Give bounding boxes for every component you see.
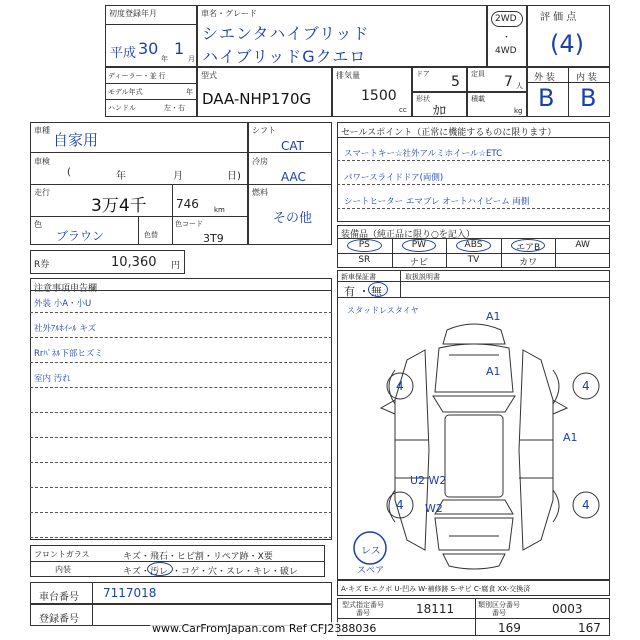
interior-cond-label: 内装 bbox=[55, 565, 71, 574]
car-name-line2: ハイブリッドGクエロ bbox=[202, 47, 367, 66]
approval-value2: 0003 bbox=[552, 602, 583, 616]
ac-label: 冷房 bbox=[252, 157, 268, 166]
capacity-value: 7 bbox=[504, 74, 513, 90]
interior-prefix: キズ・ bbox=[123, 567, 150, 577]
type-label: 型式 bbox=[201, 71, 217, 80]
shape-value: ｶﾛ bbox=[433, 104, 446, 119]
warranty-selected: 無 bbox=[371, 285, 382, 298]
front-bumper bbox=[443, 324, 505, 344]
mark-a1-right: A1 bbox=[563, 431, 578, 444]
roof bbox=[445, 415, 503, 497]
rear-gate bbox=[435, 518, 513, 550]
warranty-options: 有 ・ bbox=[344, 285, 370, 298]
capacity-unit: 人 bbox=[516, 82, 523, 90]
capacity-box bbox=[467, 67, 527, 92]
year-unit: 年 bbox=[161, 55, 168, 63]
load-box bbox=[467, 92, 527, 117]
grade-label: 評 価 点 bbox=[540, 12, 577, 23]
fuel-value: その他 bbox=[273, 211, 313, 226]
displacement-label: 排気量 bbox=[336, 71, 360, 80]
rear-glass bbox=[435, 500, 513, 514]
note-line: 室内 汚れ bbox=[34, 374, 71, 384]
mileage-unit: km bbox=[214, 206, 225, 214]
door-label: ドア bbox=[416, 70, 430, 78]
approval-label2: 類別区分番号 bbox=[478, 601, 520, 609]
dealer-label: ディーラー・並 行 bbox=[108, 72, 166, 80]
chassis-label: 車台番号 bbox=[39, 592, 79, 603]
rear-bumper bbox=[443, 554, 505, 569]
windshield bbox=[433, 396, 515, 412]
type-box bbox=[197, 67, 332, 117]
shape-box bbox=[412, 92, 467, 117]
watermark: www.CarFromJapan.com Ref CFJ2388036 bbox=[152, 622, 377, 635]
equipment-item: SR bbox=[358, 255, 371, 265]
sales-point-2: パワースライドドア(両側) bbox=[344, 173, 444, 183]
equipment-item: ナビ bbox=[409, 258, 428, 268]
approval-label1: 型式指定番号 bbox=[342, 601, 384, 609]
equipment-item: PS bbox=[358, 240, 370, 250]
right-side bbox=[519, 350, 553, 550]
recycle-label: R券 bbox=[34, 260, 50, 270]
warranty-box bbox=[337, 270, 610, 298]
interior-label: 内 装 bbox=[576, 73, 597, 83]
note-line: 社外ｱﾙﾎｲｰﾙ キズ bbox=[34, 324, 97, 334]
recycle-box bbox=[30, 250, 185, 274]
displacement-value: 1500 bbox=[361, 88, 397, 104]
usage-label: 車種 bbox=[34, 126, 50, 135]
approval-label2b: 番号 bbox=[492, 609, 506, 617]
handle-label: ハンドル bbox=[108, 104, 136, 112]
interior-suffix: ・コゲ・穴・スレ・キレ・破レ bbox=[172, 567, 298, 577]
warranty-label: 新車保証書 bbox=[341, 273, 376, 281]
mark-a1-top: A1 bbox=[486, 310, 501, 323]
door-value: 5 bbox=[451, 74, 460, 90]
car-name-line1: シエンタハイブリッド bbox=[202, 24, 370, 43]
notes-box bbox=[30, 278, 332, 540]
equipment-circle bbox=[347, 239, 382, 252]
grade-value: (4) bbox=[550, 30, 584, 58]
ac-value: AAC bbox=[281, 170, 306, 184]
approval-bottom-left: 169 bbox=[498, 621, 521, 635]
shift-value: CAT bbox=[281, 139, 304, 153]
exterior-label: 外 装 bbox=[534, 73, 555, 83]
interior-selected: 汚レ bbox=[150, 567, 169, 577]
model-year-label: モデル年式 bbox=[108, 88, 143, 96]
color-label: 色 bbox=[34, 220, 42, 229]
tire-rl: 4 bbox=[396, 498, 404, 512]
equipment-item: エアB bbox=[516, 243, 541, 253]
mark-u2w2: U2 W2 bbox=[410, 474, 447, 487]
recycle-value: 10,360 bbox=[111, 255, 157, 270]
drive-4wd: 4WD bbox=[495, 46, 517, 56]
first-registration-box bbox=[105, 5, 197, 67]
approval-value1: 18111 bbox=[416, 602, 455, 616]
legend: A-キズ E-エクボ U-凹み W-補修跡 S-サビ C-腐食 XX-交換済 bbox=[341, 585, 531, 593]
dealer-box bbox=[105, 67, 197, 117]
sales-point-1: スマートキー☆社外アルミホイール☆ETC bbox=[344, 149, 503, 159]
inspection-paren: ( bbox=[67, 167, 71, 178]
sales-point-3: シートヒーター エマブレ オートハイビーム 両側 bbox=[344, 197, 530, 207]
legend-box bbox=[337, 580, 610, 596]
inspection-year: 年 bbox=[116, 171, 126, 182]
note-line: Rrﾊﾟﾈﾙ下部ヒズミ bbox=[34, 349, 103, 359]
inspection-day: 日) bbox=[227, 171, 241, 182]
displacement-box bbox=[332, 67, 412, 117]
displacement-unit: cc bbox=[399, 106, 407, 114]
tire-fr: 4 bbox=[582, 379, 590, 393]
equipment-item: カワ bbox=[519, 258, 538, 268]
mark-w2: W2 bbox=[425, 502, 443, 515]
tire-rr: 4 bbox=[582, 498, 590, 512]
capacity-label: 定員 bbox=[471, 70, 485, 78]
notes-title: 注意事項申告欄 bbox=[34, 284, 98, 294]
drive-box bbox=[487, 5, 527, 67]
mark-a1-hood: A1 bbox=[486, 365, 501, 378]
usage-value: 自家用 bbox=[53, 131, 99, 149]
front-glass-value: キズ・飛石・ヒビ割・リペア跡・X要 bbox=[123, 552, 273, 562]
first-reg-label: 初度登録年月 bbox=[109, 9, 157, 18]
shape-label: 形状 bbox=[416, 95, 430, 103]
month-unit: 月 bbox=[188, 55, 195, 63]
mileage-sub: 746 bbox=[176, 197, 199, 211]
sales-points-title: セールスポイント（正常に機能するものに限ります） bbox=[341, 128, 557, 138]
equipment-item: TV bbox=[467, 255, 480, 265]
tire-fl: 4 bbox=[396, 379, 404, 393]
mileage-value: 3万4千 bbox=[91, 196, 147, 216]
door-box bbox=[412, 67, 467, 92]
mileage-label: 走行 bbox=[34, 188, 50, 197]
handle-options: 左・右 bbox=[164, 104, 185, 112]
recycle-unit: 円 bbox=[171, 261, 181, 271]
drive-2wd: 2WD bbox=[495, 14, 517, 24]
inspection-month: 月 bbox=[173, 171, 183, 182]
equipment-circle bbox=[402, 239, 437, 252]
color-code-label: 色コード bbox=[175, 220, 203, 228]
spare-label: スペア bbox=[357, 566, 385, 576]
equipment-item: PW bbox=[411, 240, 427, 250]
equipment-item: ABS bbox=[464, 240, 483, 250]
equipment-item: AW bbox=[575, 240, 590, 250]
reg-label: 登録番号 bbox=[39, 614, 79, 625]
type-value: DAA-NHP170G bbox=[202, 90, 312, 108]
hood bbox=[435, 344, 513, 392]
color-value: ブラウン bbox=[56, 229, 105, 243]
color-code-value: 3T9 bbox=[203, 232, 224, 245]
interior-grade: B bbox=[580, 84, 597, 112]
equipment-circle bbox=[511, 239, 546, 252]
inspection-label: 車検 bbox=[34, 157, 50, 166]
grade-box bbox=[527, 5, 610, 67]
reg-month: 1 bbox=[174, 39, 185, 58]
era: 平成 bbox=[110, 46, 137, 61]
reg-year: 30 bbox=[138, 39, 159, 58]
tire-note: スタッドレスタイヤ bbox=[347, 306, 419, 315]
equipment-circle bbox=[456, 239, 491, 252]
approval-bottom-right: 167 bbox=[578, 621, 601, 635]
exterior-grade: B bbox=[538, 84, 555, 112]
drive-dot: ・ bbox=[502, 33, 512, 43]
front-glass-label: フロントガラス bbox=[34, 550, 90, 559]
note-line: 外装 小A・小U bbox=[34, 299, 92, 309]
shift-label: シフト bbox=[252, 126, 276, 135]
model-year-unit: 年 bbox=[186, 88, 193, 96]
load-label: 積載 bbox=[471, 95, 485, 103]
car-name-box bbox=[197, 5, 487, 67]
car-name-label: 車名・グレード bbox=[201, 9, 257, 18]
spare-value: レス bbox=[361, 546, 381, 557]
chassis-value: 7117018 bbox=[103, 586, 157, 600]
load-unit: kg bbox=[514, 107, 523, 115]
approval-label1b: 番号 bbox=[356, 609, 370, 617]
record-label: 取扱説明書 bbox=[405, 273, 440, 281]
equipment-title: 装備品（純正品に限り○を記入） bbox=[341, 230, 475, 240]
chassis-box bbox=[30, 582, 332, 604]
fuel-label: 燃料 bbox=[252, 188, 268, 197]
color-change-label: 色替 bbox=[144, 231, 158, 239]
